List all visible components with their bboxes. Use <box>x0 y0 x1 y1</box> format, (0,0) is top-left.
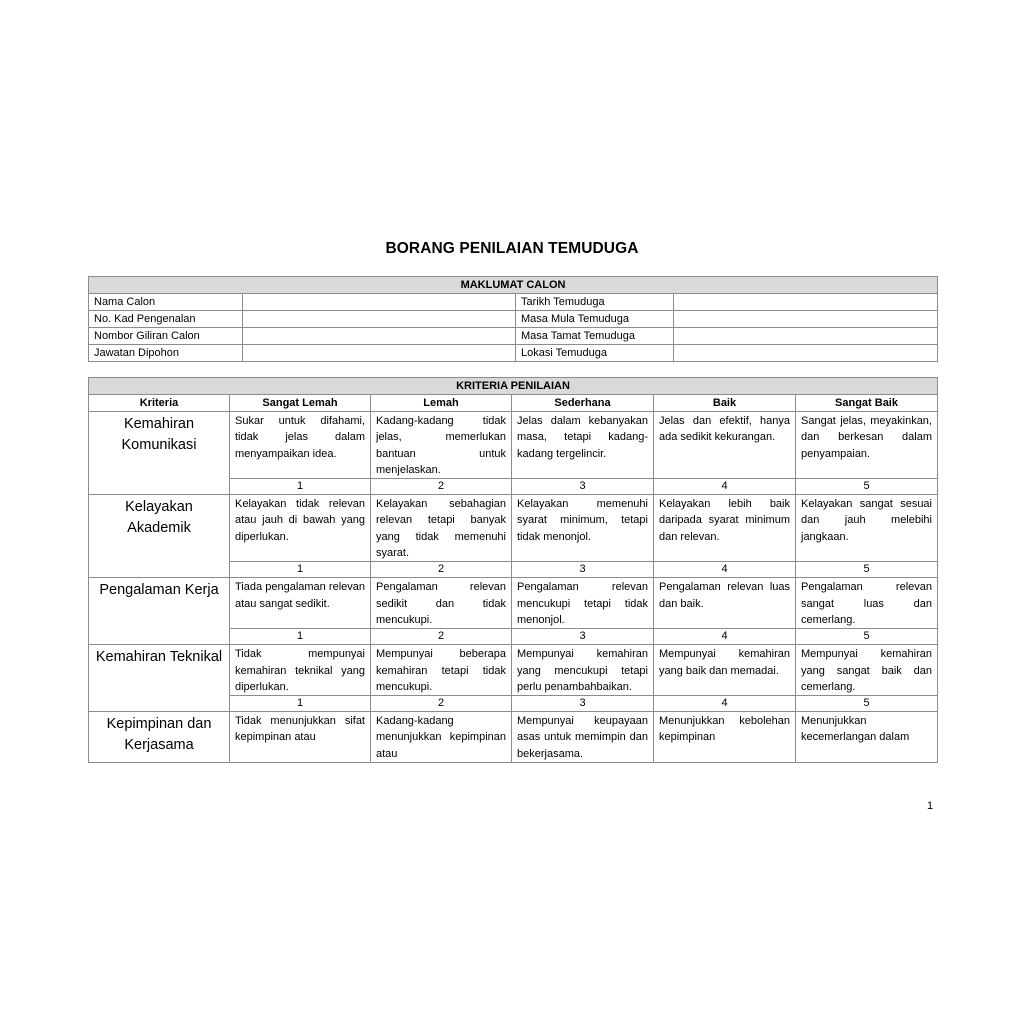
criteria-row <box>89 645 938 696</box>
column-header: Sederhana <box>512 395 654 412</box>
criteria-description: Jelas dan efektif, hanya ada sedikit kekurangan. <box>654 412 796 479</box>
assessment-criteria-table <box>88 377 938 763</box>
info-value-field[interactable] <box>674 345 938 362</box>
criteria-description: Tidak mempunyai kemahiran teknikal yang diperlukan. <box>230 645 371 696</box>
criteria-description: Mempunyai kemahiran yang mencukupi tetapi perlu penambahbaikan. <box>512 645 654 696</box>
score-cell[interactable]: 1 <box>230 629 371 645</box>
criteria-description: Mempunyai kemahiran yang baik dan memadai. <box>654 645 796 696</box>
candidate-info-table <box>88 276 938 362</box>
candidate-info-row <box>89 328 938 345</box>
criteria-name: Pengalaman Kerja <box>89 578 230 645</box>
criteria-description: Kelayakan sangat sesuai dan jauh melebihi jangkaan. <box>796 495 938 562</box>
score-cell[interactable]: 5 <box>796 696 938 712</box>
score-cell[interactable]: 3 <box>512 696 654 712</box>
criteria-description: Sangat jelas, meyakinkan, dan berkesan dalam penyampaian. <box>796 412 938 479</box>
score-cell[interactable]: 4 <box>654 479 796 495</box>
score-cell[interactable]: 4 <box>654 696 796 712</box>
criteria-name: Kelayakan Akademik <box>89 495 230 578</box>
column-header: Baik <box>654 395 796 412</box>
info-value-field[interactable] <box>243 311 516 328</box>
criteria-description: Tiada pengalaman relevan atau sangat sedikit. <box>230 578 371 629</box>
criteria-description: Pengalaman relevan sangat luas dan cemerlang. <box>796 578 938 629</box>
info-label: Lokasi Temuduga <box>516 345 674 362</box>
criteria-name: Kemahiran Komunikasi <box>89 412 230 495</box>
score-cell[interactable]: 1 <box>230 696 371 712</box>
criteria-description: Mempunyai kemahiran yang sangat baik dan cemerlang. <box>796 645 938 696</box>
score-cell[interactable]: 2 <box>371 696 512 712</box>
score-cell[interactable]: 3 <box>512 562 654 578</box>
info-label: Nama Calon <box>89 294 243 311</box>
score-cell[interactable]: 4 <box>654 562 796 578</box>
score-cell[interactable]: 1 <box>230 562 371 578</box>
info-label: Tarikh Temuduga <box>516 294 674 311</box>
score-cell[interactable]: 5 <box>796 479 938 495</box>
criteria-description: Mempunyai keupayaan asas untuk memimpin dan bekerjasama. <box>512 712 654 763</box>
column-header: Lemah <box>371 395 512 412</box>
criteria-column-header-row <box>89 395 938 412</box>
score-cell[interactable]: 2 <box>371 479 512 495</box>
criteria-row <box>89 712 938 763</box>
criteria-description: Menunjukkan kecemerlangan dalam <box>796 712 938 763</box>
criteria-description: Sukar untuk difahami, tidak jelas dalam menyampaikan idea. <box>230 412 371 479</box>
criteria-description: Pengalaman relevan mencukupi tetapi tidak menonjol. <box>512 578 654 629</box>
info-value-field[interactable] <box>243 294 516 311</box>
criteria-description: Kelayakan tidak relevan atau jauh di bawah yang diperlukan. <box>230 495 371 562</box>
criteria-name: Kepimpinan dan Kerjasama <box>89 712 230 763</box>
criteria-description: Kelayakan sebahagian relevan tetapi banyak yang tidak memenuhi syarat. <box>371 495 512 562</box>
criteria-description: Mempunyai beberapa kemahiran tetapi tidak mencukupi. <box>371 645 512 696</box>
criteria-name: Kemahiran Teknikal <box>89 645 230 712</box>
score-cell[interactable]: 3 <box>512 629 654 645</box>
criteria-description: Jelas dalam kebanyakan masa, tetapi kadang-kadang tergelincir. <box>512 412 654 479</box>
info-value-field[interactable] <box>243 328 516 345</box>
criteria-row <box>89 578 938 629</box>
info-label: Masa Tamat Temuduga <box>516 328 674 345</box>
criteria-description: Kelayakan lebih baik daripada syarat minimum dan relevan. <box>654 495 796 562</box>
score-cell[interactable]: 5 <box>796 562 938 578</box>
info-value-field[interactable] <box>243 345 516 362</box>
score-cell[interactable]: 2 <box>371 629 512 645</box>
column-header: Kriteria <box>89 395 230 412</box>
score-cell[interactable]: 3 <box>512 479 654 495</box>
criteria-row <box>89 412 938 479</box>
info-label: Jawatan Dipohon <box>89 345 243 362</box>
column-header: Sangat Lemah <box>230 395 371 412</box>
candidate-info-row <box>89 345 938 362</box>
info-value-field[interactable] <box>674 311 938 328</box>
info-label: No. Kad Pengenalan <box>89 311 243 328</box>
info-value-field[interactable] <box>674 294 938 311</box>
info-label: Nombor Giliran Calon <box>89 328 243 345</box>
candidate-info-heading: MAKLUMAT CALON <box>89 277 938 294</box>
page-number: 1 <box>927 800 934 812</box>
criteria-heading: KRITERIA PENILAIAN <box>89 378 938 395</box>
score-cell[interactable]: 1 <box>230 479 371 495</box>
criteria-description: Kadang-kadang menunjukkan kepimpinan atau <box>371 712 512 763</box>
score-cell[interactable]: 2 <box>371 562 512 578</box>
criteria-description: Kadang-kadang tidak jelas, memerlukan bantuan untuk menjelaskan. <box>371 412 512 479</box>
column-header: Sangat Baik <box>796 395 938 412</box>
document-title: BORANG PENILAIAN TEMUDUGA <box>385 240 639 257</box>
criteria-description: Kelayakan memenuhi syarat minimum, tetapi tidak menonjol. <box>512 495 654 562</box>
criteria-description: Tidak menunjukkan sifat kepimpinan atau <box>230 712 371 763</box>
score-cell[interactable]: 5 <box>796 629 938 645</box>
score-cell[interactable]: 4 <box>654 629 796 645</box>
info-label: Masa Mula Temuduga <box>516 311 674 328</box>
candidate-info-row <box>89 294 938 311</box>
criteria-description: Pengalaman relevan sedikit dan tidak mencukupi. <box>371 578 512 629</box>
candidate-info-row <box>89 311 938 328</box>
criteria-description: Menunjukkan kebolehan kepimpinan <box>654 712 796 763</box>
criteria-description: Pengalaman relevan luas dan baik. <box>654 578 796 629</box>
info-value-field[interactable] <box>674 328 938 345</box>
criteria-row <box>89 495 938 562</box>
